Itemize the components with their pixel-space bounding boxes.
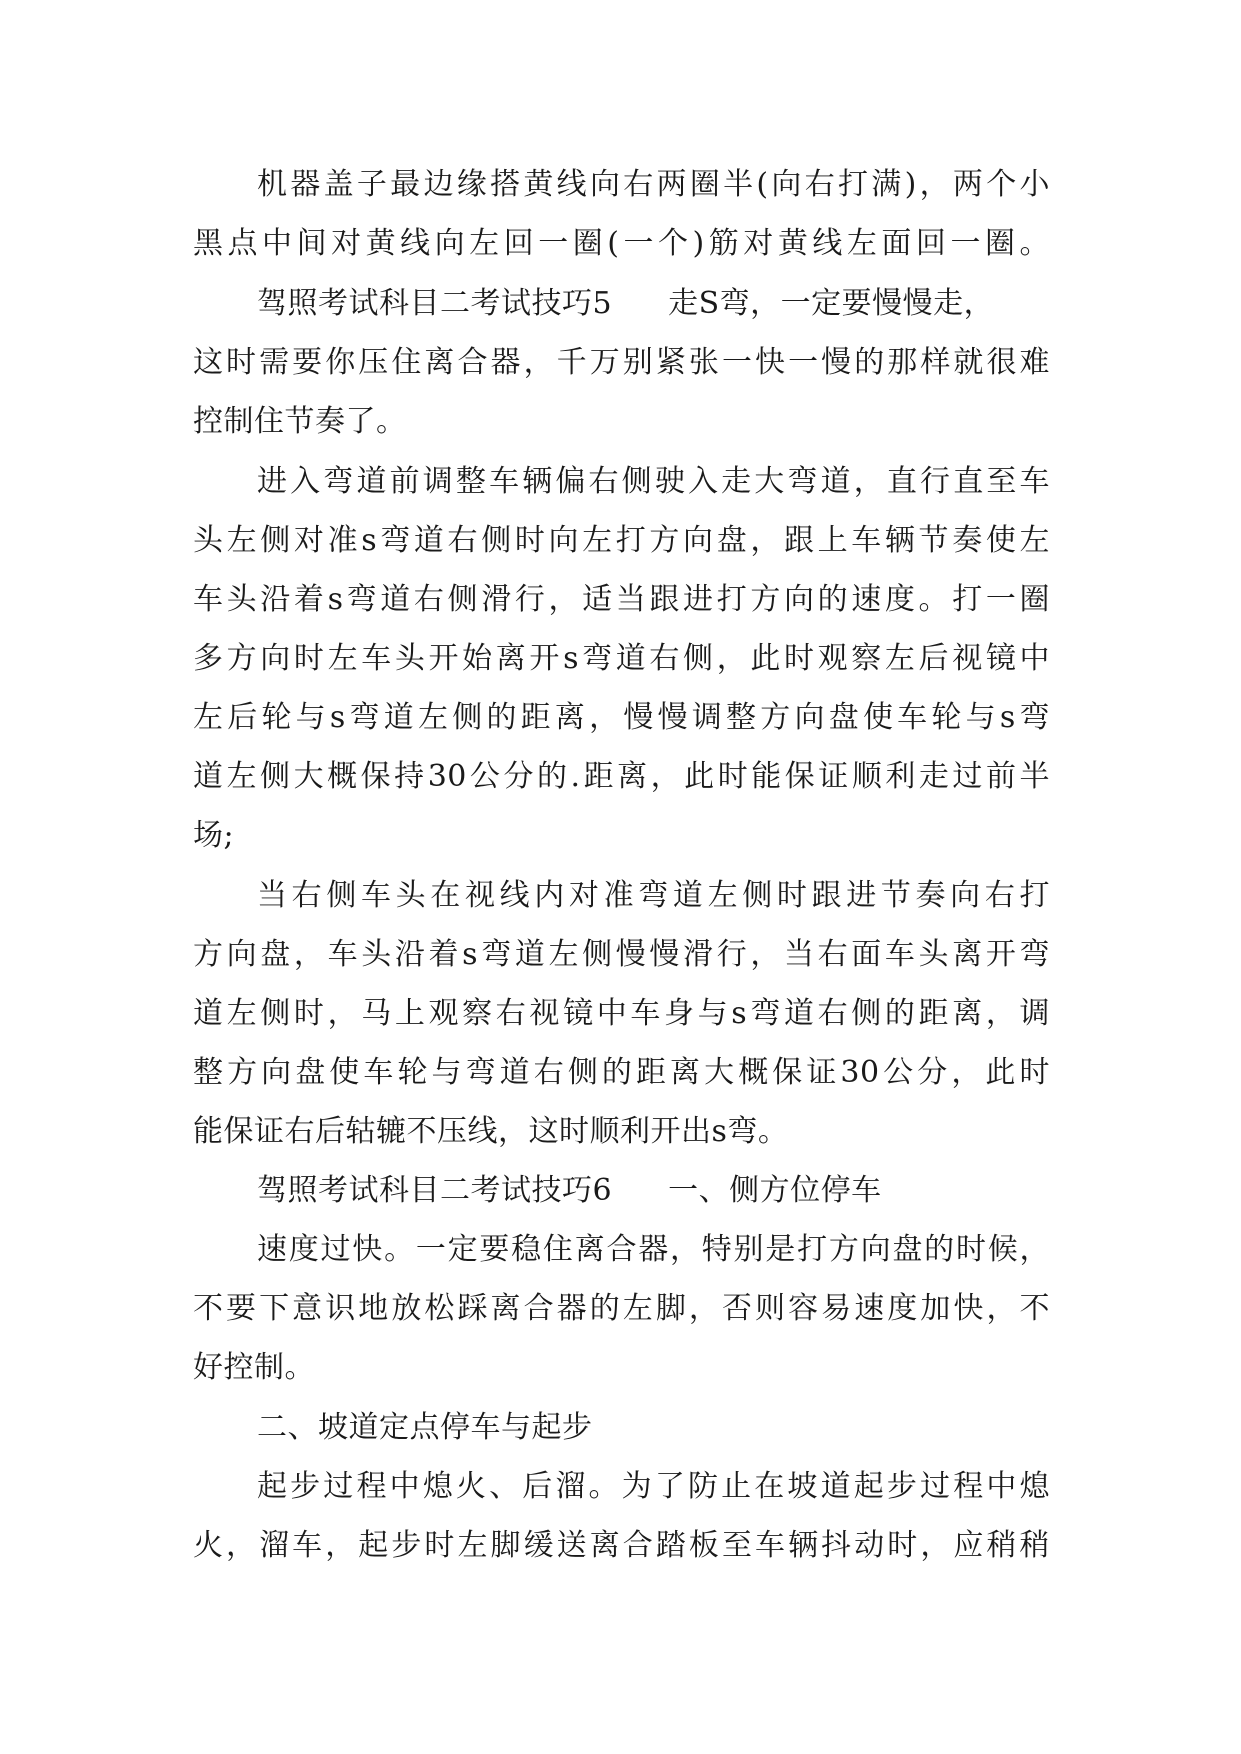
subheading: 一、侧方位停车 [668, 1173, 882, 1208]
text-line: 当右侧车头在视线内对准弯道左侧时跟进节奏向右打 [257, 878, 1050, 913]
section-heading-line [257, 1171, 1050, 1211]
subheading: 二、坡道定点停车与起步 [257, 1410, 593, 1445]
text-line: 能保证右后轱辘不压线，这时顺利开出s弯。 [193, 1114, 789, 1149]
text-line: 速度过快。一定要稳住离合器，特别是打方向盘的时候， [257, 1232, 1050, 1267]
text-line: 多方向时左车头开始离开s弯道右侧，此时观察左后视镜中 [193, 641, 1050, 676]
text-line: 火，溜车，起步时左脚缓送离合踏板至车辆抖动时，应稍稍 [193, 1528, 1050, 1563]
text-line: 黑点中间对黄线向左回一圈(一个)筋对黄线左面回一圈。 [193, 226, 1050, 261]
section-heading: 驾照考试科目二考试技巧5 [257, 286, 613, 321]
text-line: 进入弯道前调整车辆偏右侧驶入走大弯道，直行直至车 [257, 464, 1050, 499]
text-span: 走S弯，一定要慢慢走， [668, 286, 995, 321]
section-heading-line [257, 284, 1050, 324]
text-line: 机器盖子最边缘搭黄线向右两圈半(向右打满)，两个小 [257, 167, 1050, 202]
text-line: 好控制。 [193, 1350, 315, 1385]
text-line: 这时需要你压住离合器，千万别紧张一快一慢的那样就很难 [193, 345, 1050, 380]
text-line: 控制住节奏了。 [193, 404, 407, 439]
text-line: 起步过程中熄火、后溜。为了防止在坡道起步过程中熄 [257, 1469, 1050, 1504]
section-heading: 驾照考试科目二考试技巧6 [257, 1173, 613, 1208]
text-line: 左后轮与s弯道左侧的距离，慢慢调整方向盘使车轮与s弯 [193, 700, 1050, 735]
text-line: 道左侧时，马上观察右视镜中车身与s弯道右侧的距离，调 [193, 996, 1050, 1031]
text-line: 道左侧大概保持30公分的.距离，此时能保证顺利走过前半 [193, 759, 1050, 794]
text-line: 方向盘，车头沿着s弯道左侧慢慢滑行，当右面车头离开弯 [193, 937, 1050, 972]
text-line: 车头沿着s弯道右侧滑行，适当跟进打方向的速度。打一圈 [193, 582, 1050, 617]
text-line: 不要下意识地放松踩离合器的左脚，否则容易速度加快，不 [193, 1291, 1050, 1326]
text-line: 场; [193, 818, 235, 853]
text-line: 头左侧对准s弯道右侧时向左打方向盘，跟上车辆节奏使左 [193, 523, 1050, 558]
text-line: 整方向盘使车轮与弯道右侧的距离大概保证30公分，此时 [193, 1055, 1050, 1090]
